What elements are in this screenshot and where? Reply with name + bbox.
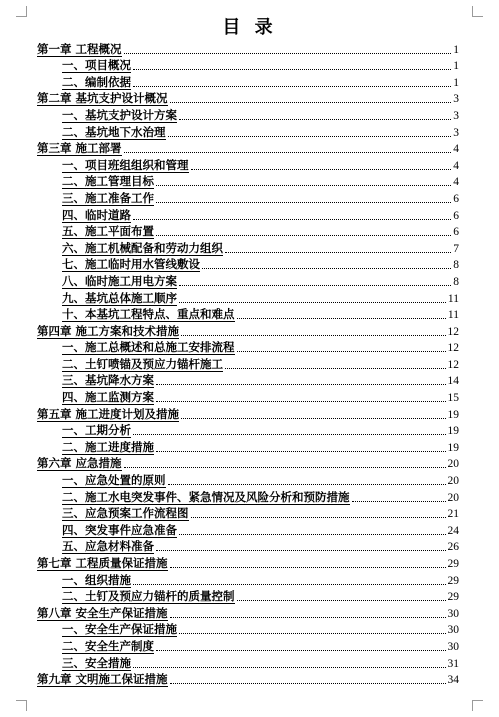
toc-entry-text[interactable]: 第九章 文明施工保证措施 (37, 672, 168, 687)
toc-section-entry[interactable] (37, 422, 459, 439)
toc-section-entry[interactable] (37, 106, 459, 123)
toc-dot-leader (181, 417, 445, 419)
toc-section-entry[interactable] (37, 621, 459, 638)
toc-page-number: 30 (447, 640, 459, 653)
toc-entry-text[interactable]: 第五章 施工进度计划及措施 (37, 406, 180, 421)
toc-page-number: 20 (447, 475, 459, 488)
toc-entry-text[interactable]: 第四章 施工方案和技术措施 (37, 323, 180, 338)
toc-section-entry[interactable] (37, 189, 459, 206)
toc-page-number: 11 (447, 292, 459, 305)
toc-entry-text[interactable]: 三、施工准备工作 (62, 190, 154, 205)
toc-page-number: 12 (447, 342, 459, 355)
toc-page-number: 15 (447, 392, 459, 405)
toc-dot-leader (156, 383, 446, 385)
toc-page-number: 19 (447, 425, 459, 438)
toc-page-number: 30 (447, 607, 459, 620)
toc-section-entry[interactable] (37, 355, 459, 372)
toc-entry-text[interactable]: 第一章 工程概况 (37, 41, 122, 56)
toc-chapter-entry[interactable] (37, 405, 459, 422)
toc-dot-leader (237, 599, 446, 601)
toc-section-entry[interactable] (37, 289, 459, 306)
toc-page-number: 3 (453, 109, 459, 122)
toc-entry-text[interactable]: 九、基坑总体施工顺序 (62, 290, 177, 305)
toc-section-entry[interactable] (37, 538, 459, 555)
toc-section-entry[interactable] (37, 438, 459, 455)
toc-section-entry[interactable] (37, 339, 459, 356)
page-corner-bottom-right (472, 700, 483, 711)
toc-page-number: 34 (447, 674, 459, 687)
toc-dot-leader (156, 450, 446, 452)
toc-entry-text[interactable]: 一、安全生产保证措施 (62, 622, 177, 637)
toc-section-entry[interactable] (37, 272, 459, 289)
toc-dot-leader (225, 251, 451, 253)
toc-dot-leader (133, 666, 446, 668)
toc-section-entry[interactable] (37, 471, 459, 488)
toc-entry-text[interactable]: 第六章 应急措施 (37, 456, 122, 471)
toc-entry-text[interactable]: 八、临时施工用电方案 (62, 273, 177, 288)
toc-section-entry[interactable] (37, 571, 459, 588)
toc-entry-text[interactable]: 第三章 施工部署 (37, 141, 122, 156)
toc-entry-text[interactable]: 一、工期分析 (62, 423, 131, 438)
toc-dot-leader (124, 52, 452, 54)
toc-dot-leader (170, 101, 452, 103)
toc-dot-leader (133, 218, 451, 220)
toc-entry-text[interactable]: 三、安全措施 (62, 655, 131, 670)
toc-dot-leader (202, 267, 451, 269)
toc-section-entry[interactable] (37, 388, 459, 405)
toc-entry-text[interactable]: 一、项目概况 (62, 58, 131, 73)
toc-entry-text[interactable]: 一、基坑支护设计方案 (62, 107, 177, 122)
toc-dot-leader (237, 317, 446, 319)
toc-dot-leader (170, 566, 446, 568)
toc-page-number: 6 (453, 226, 459, 239)
toc-entry-text[interactable]: 一、应急处置的原则 (62, 473, 166, 488)
toc-page-number: 29 (447, 558, 459, 570)
toc-page-number: 19 (447, 408, 459, 421)
toc-page-number: 6 (453, 192, 459, 205)
toc-dot-leader (124, 466, 446, 468)
toc-page-number: 3 (453, 93, 459, 106)
toc-page-number: 6 (453, 209, 459, 222)
page-corner-bottom-left (16, 700, 27, 711)
toc-dot-leader (191, 168, 452, 170)
toc-dot-leader (181, 334, 445, 336)
toc-entry-text[interactable]: 二、土钉喷锚及预应力锚杆施工 (62, 356, 223, 371)
toc-page-number: 1 (453, 76, 459, 89)
toc-entry-text[interactable]: 第八章 安全生产保证措施 (37, 605, 168, 620)
toc-page-number: 8 (453, 259, 459, 272)
toc-dot-leader (352, 500, 446, 502)
toc-entry-text[interactable]: 二、施工进度措施 (62, 439, 154, 454)
toc-page-number: 12 (447, 325, 459, 338)
toc-page-number: 30 (447, 624, 459, 637)
toc-page-number: 11 (447, 309, 459, 322)
toc-dot-leader (237, 350, 446, 352)
toc-page-number: 26 (447, 541, 459, 554)
toc-entry-text[interactable]: 二、施工水电突发事件、紧急情况及风险分析和预防措施 (62, 489, 350, 504)
toc-section-entry[interactable] (37, 156, 459, 173)
toc-entry-text[interactable]: 一、项目班组组织和管理 (62, 157, 189, 172)
toc-page-number: 4 (453, 176, 459, 189)
toc-section-entry[interactable] (37, 73, 459, 90)
toc-section-entry[interactable] (37, 637, 459, 654)
toc-chapter-entry[interactable] (37, 604, 459, 621)
toc-section-entry[interactable] (37, 588, 459, 605)
toc-dot-leader (179, 284, 451, 286)
toc-section-entry[interactable] (37, 372, 459, 389)
toc-entry-text[interactable]: 四、施工监测方案 (62, 390, 154, 405)
toc-dot-leader (156, 649, 446, 651)
toc-dot-leader (133, 433, 446, 435)
toc-entry-text[interactable]: 四、突发事件应急准备 (62, 522, 177, 537)
toc-page-number: 24 (447, 524, 459, 537)
toc-page-number: 21 (447, 508, 459, 521)
toc-entry-text[interactable]: 五、施工平面布置 (62, 224, 154, 239)
toc-page-number: 29 (447, 591, 459, 604)
table-of-contents (37, 40, 459, 687)
toc-dot-leader (170, 616, 446, 618)
toc-entry-text[interactable]: 五、应急材料准备 (62, 539, 154, 554)
toc-entry-text[interactable]: 二、安全生产制度 (62, 638, 154, 653)
toc-entry-text[interactable]: 三、基坑降水方案 (62, 373, 154, 388)
toc-title: 目 录 (222, 17, 277, 38)
toc-section-entry[interactable] (37, 488, 459, 505)
toc-page-number: 7 (453, 242, 459, 255)
toc-chapter-entry[interactable] (37, 671, 459, 688)
toc-section-entry[interactable] (37, 173, 459, 190)
toc-dot-leader (133, 68, 451, 70)
toc-page-number: 20 (447, 491, 459, 504)
toc-dot-leader (225, 367, 446, 369)
toc-entry-text[interactable]: 七、施工临时用水管线敷设 (62, 257, 200, 272)
toc-dot-leader (156, 400, 446, 402)
toc-dot-leader (156, 234, 451, 236)
toc-page-number: 19 (447, 441, 459, 454)
toc-dot-leader (156, 184, 451, 186)
toc-page-number: 14 (447, 375, 459, 388)
toc-entry-text[interactable]: 三、应急预案工作流程图 (62, 506, 189, 521)
toc-page-number: 3 (453, 126, 459, 139)
toc-entry-text[interactable]: 二、施工管理目标 (62, 174, 154, 189)
toc-chapter-entry[interactable] (37, 554, 459, 571)
toc-section-entry[interactable] (37, 206, 459, 223)
toc-page-number: 29 (447, 574, 459, 587)
toc-page-number: 4 (453, 159, 459, 172)
toc-page-number: 1 (453, 60, 459, 73)
toc-dot-leader (168, 483, 446, 485)
toc-entry-text[interactable]: 第二章 基坑支护设计概况 (37, 91, 168, 106)
toc-dot-leader (133, 583, 446, 585)
toc-dot-leader (179, 301, 446, 303)
toc-dot-leader (168, 135, 452, 137)
toc-page-number: 1 (453, 43, 459, 56)
toc-section-entry[interactable] (37, 306, 459, 323)
toc-dot-leader (156, 549, 446, 551)
toc-dot-leader (170, 682, 446, 684)
toc-dot-leader (191, 516, 446, 518)
toc-section-entry[interactable] (37, 57, 459, 74)
toc-entry-text[interactable]: 六、施工机械配备和劳动力组织 (62, 240, 223, 255)
toc-page-number: 4 (453, 143, 459, 156)
toc-entry-text[interactable]: 二、基坑地下水治理 (62, 124, 166, 139)
toc-section-entry[interactable] (37, 654, 459, 671)
toc-entry-text[interactable]: 四、临时道路 (62, 207, 131, 222)
toc-page-number: 31 (447, 657, 459, 670)
toc-dot-leader (133, 85, 451, 87)
toc-dot-leader (179, 533, 446, 535)
toc-page-number: 8 (453, 275, 459, 288)
toc-dot-leader (124, 151, 452, 153)
toc-entry-text[interactable]: 二、编制依据 (62, 74, 131, 89)
toc-page-number: 12 (447, 358, 459, 371)
toc-section-entry[interactable] (37, 505, 459, 522)
toc-entry-text[interactable]: 一、组织措施 (62, 572, 131, 587)
toc-entry-text[interactable]: 二、土钉及预应力锚杆的质量控制 (62, 589, 235, 604)
toc-dot-leader (179, 118, 451, 120)
toc-page-number: 20 (447, 458, 459, 471)
toc-entry-text[interactable]: 第七章 工程质量保证措施 (37, 556, 168, 570)
toc-chapter-entry[interactable] (37, 90, 459, 107)
toc-section-entry[interactable] (37, 256, 459, 273)
toc-entry-text[interactable]: 一、施工总概述和总施工安排流程 (62, 340, 235, 355)
toc-section-entry[interactable] (37, 123, 459, 140)
toc-chapter-entry[interactable] (37, 322, 459, 339)
toc-dot-leader (156, 201, 451, 203)
toc-chapter-entry[interactable] (37, 455, 459, 472)
toc-section-entry[interactable] (37, 239, 459, 256)
toc-section-entry[interactable] (37, 223, 459, 240)
toc-chapter-entry[interactable] (37, 40, 459, 57)
toc-section-entry[interactable] (37, 521, 459, 538)
toc-chapter-entry[interactable] (37, 140, 459, 157)
toc-dot-leader (179, 632, 446, 634)
toc-entry-text[interactable]: 十、本基坑工程特点、重点和难点 (62, 307, 235, 322)
